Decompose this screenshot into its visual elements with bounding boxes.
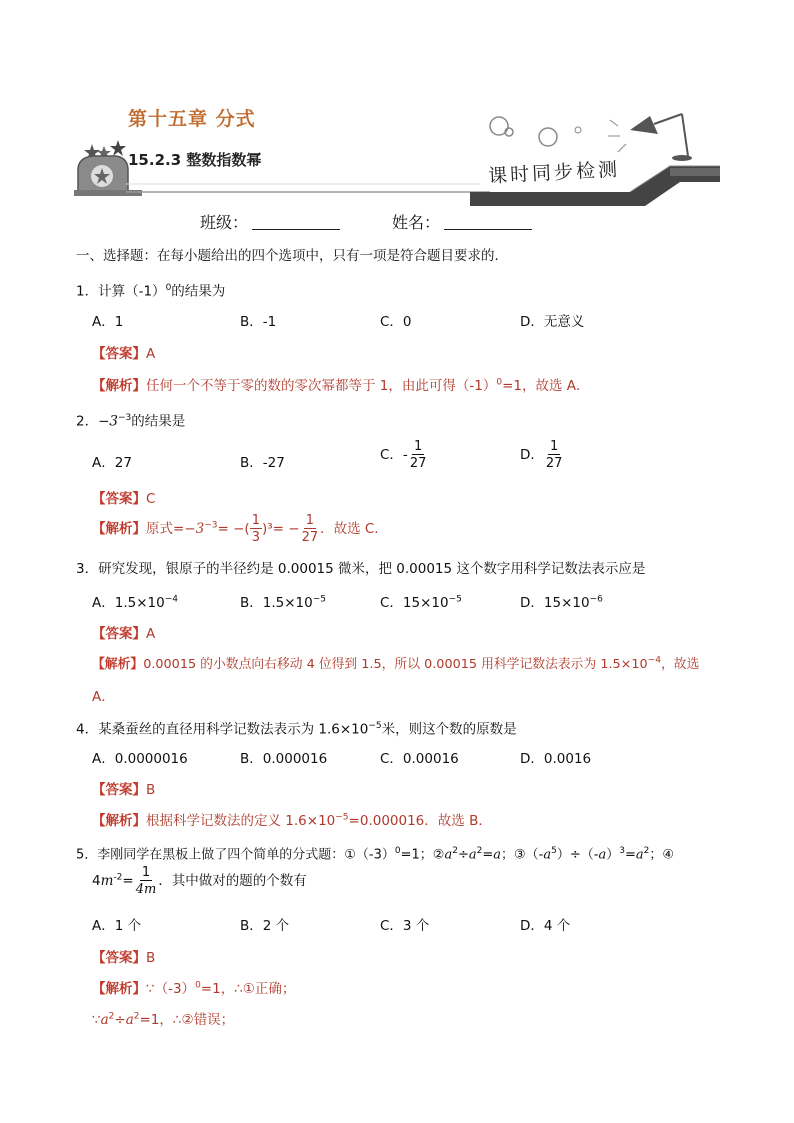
star-icon [110,140,126,156]
q3-option-a: A．$1.5\times 10^{-4}$ [92,594,178,611]
q1-answer: 【答案】A [92,346,156,362]
bubble-icon [575,127,581,133]
q3-option-c: C．$15\times 10^{-5}$ [380,594,462,611]
section-title: 15.2.3 整数指数幂 [128,151,262,169]
q4-answer: 【答案】B [92,782,156,798]
q2-analysis: 【解析】原式$=-3^{-3}=$ −( $\frac{1}{3}$ )³= − $\frac{1}{27}$ ．故选 C． [92,513,388,545]
q4-stem: 4．某桑蚕丝的直径用科学记数法表示为 $1.6\times 10^{-5}$米，则这个数的原数是 [76,721,517,738]
q4-option-a: A．0.0000016 [92,751,188,767]
q4-option-b: B．0.000016 [240,751,328,767]
q5-answer: 【答案】B [92,950,156,966]
q5-option-a: A．1 个 [92,918,142,934]
q4-option-c: C．0.00016 [380,751,459,767]
q2-option-a: A．27 [92,455,132,471]
q3-analysis: 【解析】0.00015 的小数点向右移动 4 位得到 1.5，所以 0.00015 用科学记数法表示为 $1.5\times 10^{-4}$，故选 [92,655,700,672]
q2-stem: 2．$-3^{-3}$的结果是 [76,413,186,430]
chapter-title: 第十五章 分式 [128,108,256,130]
name-field [392,210,532,233]
class-blank[interactable] [252,213,340,230]
q3-answer: 【答案】A [92,626,156,642]
q5-option-c: C．3 个 [380,918,430,934]
q1-analysis: 【解析】任何一个不等于零的数的零次幂都等于 1，由此可得$(-1)^0=1$，故选 A． [92,377,590,394]
q5-stem: 5．李刚同学在黑板上做了四个简单的分式题：$①(-3)^0=1$；$②a^2\div a^2=a$；$③(-a^5)\div(-a)^3=a^2$；④ [76,846,675,863]
q5-option-b: B．2 个 [240,918,290,934]
q5-option-d: D．4 个 [520,918,571,934]
class-field [200,210,340,233]
q3-option-d: D．$15\times 10^{-6}$ [520,594,603,611]
q1-option-b: B．-1 [240,314,277,330]
q1-option-a: A．1 [92,314,124,330]
q2-option-c: C．- $\frac{1}{27}$ [380,439,427,471]
q3-analysis-line2: A． [92,689,115,705]
name-label: 姓名： [392,213,441,232]
bubble-icon [539,128,557,146]
class-label: 班级： [200,213,249,232]
q1-option-d: D．无意义 [520,314,585,330]
q5-analysis: 【解析】$\because(-3)^0=1$，∴①正确； [92,980,296,997]
lamp-icon [608,114,692,161]
q2-option-d: D． $\frac{1}{27}$ [520,439,563,471]
q3-stem: 3．研究发现，银原子的半径约是 0.00015 微米，把 0.00015 这个数字用科学记数法表示应是 [76,561,646,577]
q5-analysis-line2: $\because a^2\div a^2=1$，∴②错误； [92,1011,235,1028]
q4-option-d: D．0.0016 [520,751,592,767]
q3-option-b: B．$1.5\times 10^{-5}$ [240,594,327,611]
q1-stem: 1．计算$(-1)^0$的结果为 [76,283,226,300]
q5-stem-line2: $4m^{-2}=$ $\frac{1}{4m}$ ．其中做对的题的个数有 [92,865,307,897]
name-blank[interactable] [444,213,532,230]
q4-analysis: 【解析】根据科学记数法的定义 $1.6\times 10^{-5}=0.000016$．故选 B． [92,812,492,829]
q1-option-c: C．0 [380,314,412,330]
banner-slogan: 课时同步检测 [487,158,621,188]
q2-option-b: B．-27 [240,455,285,471]
section-instructions: 一、选择题：在每小题给出的四个选项中，只有一项是符合题目要求的． [76,248,508,264]
q2-answer: 【答案】C [92,491,156,507]
